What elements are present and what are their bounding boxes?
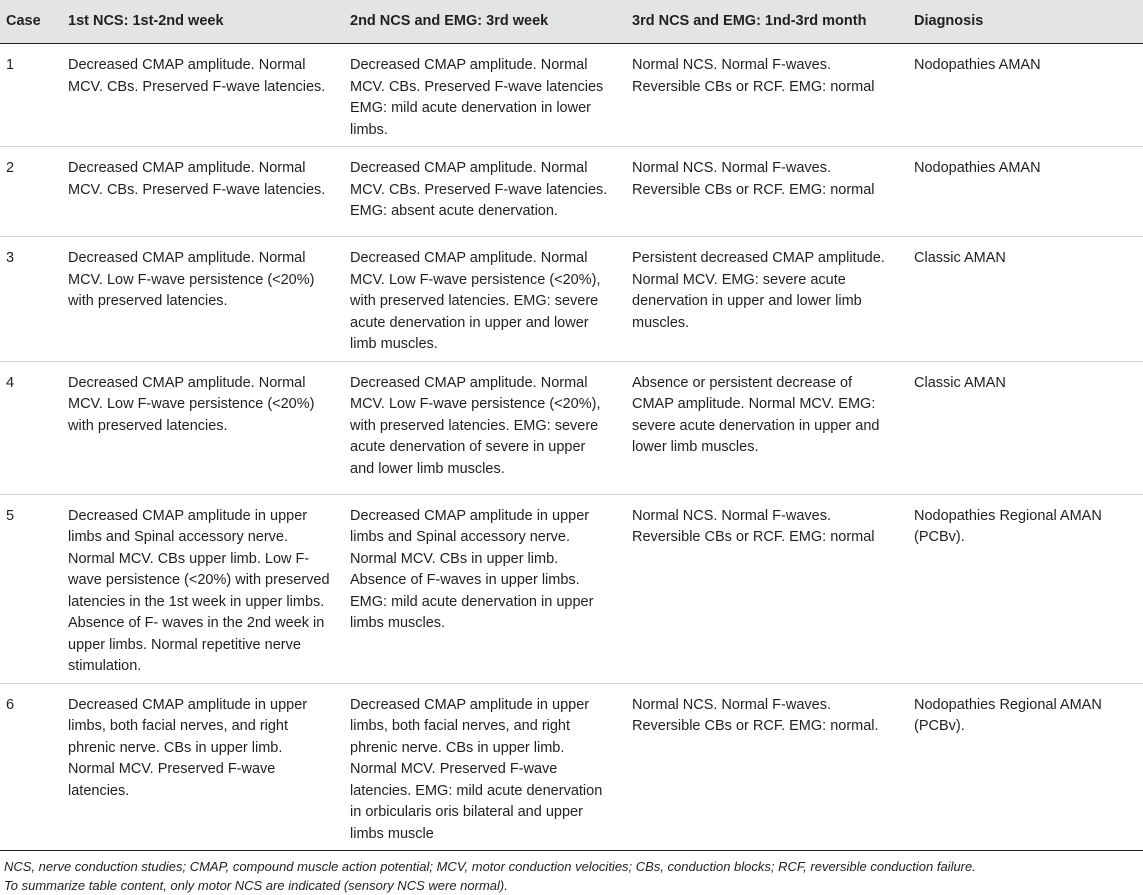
cell-second-ncs-emg: Decreased CMAP amplitude. Normal MCV. Low F-wave persistence (<20%), with preserved latencies. EMG: severe acute denervation in upper and lower limb muscles. — [337, 237, 619, 362]
table-header — [0, 0, 1143, 44]
cell-third-ncs-emg: Normal NCS. Normal F-waves. Reversible CBs or RCF. EMG: normal — [619, 494, 901, 683]
cell-first-ncs: Decreased CMAP amplitude in upper limbs, both facial nerves, and right phrenic nerve. CBs in upper limb. Normal MCV. Preserved F-wave latencies. — [55, 683, 337, 851]
cell-first-ncs: Decreased CMAP amplitude. Normal MCV. Low F-wave persistence (<20%) with preserved latencies. — [55, 237, 337, 362]
footnote-summary: To summarize table content, only motor NCS are indicated (sensory NCS were normal). — [4, 878, 508, 893]
cell-diagnosis: Nodopathies Regional AMAN (PCBv). — [901, 683, 1143, 851]
cell-case: 3 — [0, 237, 55, 362]
cell-first-ncs: Decreased CMAP amplitude. Normal MCV. CBs. Preserved F-wave latencies. — [55, 44, 337, 147]
cell-third-ncs-emg: Normal NCS. Normal F-waves. Reversible CBs or RCF. EMG: normal — [619, 44, 901, 147]
table-footnotes — [0, 851, 1143, 895]
header-case: Case — [0, 0, 55, 44]
cell-first-ncs: Decreased CMAP amplitude in upper limbs and Spinal accessory nerve. Normal MCV. CBs upper limb. Low F-wave persistence (<20%) with preserved latencies in the 1st week in upper limbs. Absence of F- waves in the 2nd week in upper limbs. Normal repetitive nerve stimulation. — [55, 494, 337, 683]
cell-second-ncs-emg: Decreased CMAP amplitude. Normal MCV. CBs. Preserved F-wave latencies EMG: mild acute denervation in lower limbs. — [337, 44, 619, 147]
cell-second-ncs-emg: Decreased CMAP amplitude. Normal MCV. CBs. Preserved F-wave latencies. EMG: absent acute denervation. — [337, 147, 619, 237]
cell-diagnosis: Nodopathies Regional AMAN (PCBv). — [901, 494, 1143, 683]
cell-third-ncs-emg: Normal NCS. Normal F-waves. Reversible CBs or RCF. EMG: normal — [619, 147, 901, 237]
cell-diagnosis: Nodopathies AMAN — [901, 147, 1143, 237]
cell-second-ncs-emg: Decreased CMAP amplitude. Normal MCV. Low F-wave persistence (<20%), with preserved latencies. EMG: severe acute denervation of severe in upper and lower limb muscles. — [337, 361, 619, 494]
table-row — [0, 237, 1143, 362]
header-second-ncs-emg: 2nd NCS and EMG: 3rd week — [337, 0, 619, 44]
cell-diagnosis: Classic AMAN — [901, 361, 1143, 494]
footnote-abbreviations: NCS, nerve conduction studies; CMAP, compound muscle action potential; MCV, motor conduction velocities; CBs, conduction blocks; RCF, reversible conduction failure. — [4, 859, 976, 874]
header-first-ncs: 1st NCS: 1st-2nd week — [55, 0, 337, 44]
cell-first-ncs: Decreased CMAP amplitude. Normal MCV. Low F-wave persistence (<20%) with preserved latencies. — [55, 361, 337, 494]
cell-second-ncs-emg: Decreased CMAP amplitude in upper limbs and Spinal accessory nerve. Normal MCV. CBs in upper limb. Absence of F-waves in upper limbs. EMG: mild acute denervation in upper limbs muscles. — [337, 494, 619, 683]
table-body — [0, 44, 1143, 851]
table-row — [0, 494, 1143, 683]
cell-case: 5 — [0, 494, 55, 683]
header-third-ncs-emg: 3rd NCS and EMG: 1nd-3rd month — [619, 0, 901, 44]
table-row — [0, 683, 1143, 851]
cell-case: 4 — [0, 361, 55, 494]
header-diagnosis: Diagnosis — [901, 0, 1143, 44]
cell-case: 1 — [0, 44, 55, 147]
cell-third-ncs-emg: Normal NCS. Normal F-waves. Reversible CBs or RCF. EMG: normal. — [619, 683, 901, 851]
cell-third-ncs-emg: Persistent decreased CMAP amplitude. Normal MCV. EMG: severe acute denervation in upper and lower limb muscles. — [619, 237, 901, 362]
cell-diagnosis: Nodopathies AMAN — [901, 44, 1143, 147]
cell-first-ncs: Decreased CMAP amplitude. Normal MCV. CBs. Preserved F-wave latencies. — [55, 147, 337, 237]
header-row — [0, 0, 1143, 44]
table-row — [0, 147, 1143, 237]
cell-case: 6 — [0, 683, 55, 851]
cell-second-ncs-emg: Decreased CMAP amplitude in upper limbs, both facial nerves, and right phrenic nerve. CBs in upper limb. Normal MCV. Preserved F-wave latencies. EMG: mild acute denervation in orbicularis oris bilateral and upper limbs muscle — [337, 683, 619, 851]
cell-case: 2 — [0, 147, 55, 237]
table-row — [0, 361, 1143, 494]
table-row — [0, 44, 1143, 147]
cell-diagnosis: Classic AMAN — [901, 237, 1143, 362]
cell-third-ncs-emg: Absence or persistent decrease of CMAP amplitude. Normal MCV. EMG: severe acute denervation in upper and lower limb muscles. — [619, 361, 901, 494]
